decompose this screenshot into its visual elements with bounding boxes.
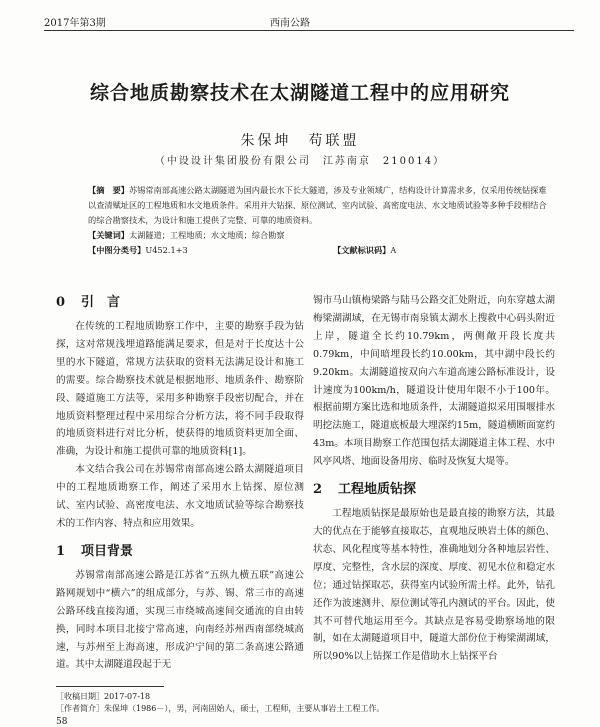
journal-name: 西南公路 (270, 18, 310, 29)
keywords-row (88, 228, 548, 243)
abstract-body: 苏锡常南部高速公路太湖隧道为国内最长水下长大隧道，涉及专业领域广，结构设计计算需求多，仅采用传统钻探难以查清赋址区的工程地质和水文地质条件。采用并大钻探、原位测试、室内试验、高密度电法、水文地质试验等多种手段相结合的综合勘察技术，为设计和施工提供了完整、可靠的地质资料。 (88, 185, 547, 225)
issue-label: 2017年第3期 (44, 18, 106, 29)
received-date: ［收稿日期］2017-07-18 (56, 692, 151, 701)
keywords-label: 【关键词】 (88, 230, 129, 240)
right-column (313, 292, 555, 666)
intro-paragraph-1: 在传统的工程地质勘察工作中，主要的勘察手段为钻探，这对常规浅埋道路能满足要求，但是对于长度达十公里的水下隧道，常规方法获取的资料无法满足设计和施工的需要。综合勘察技术就是根据地形、地质条件、勘察阶段、隧道施工方法等，采用多种勘察手段密切配合，并在地质资料整理过程中采用综合分析方法，将不同手段取得的地质资料进行对比分析，使获得的地质资料更加全面、准确，为设计和施工提供可靠的地质资料[1]。 (56, 321, 304, 458)
left-column (56, 292, 304, 674)
doc-code-value: A (390, 245, 397, 255)
paper-title: 综合地质勘察技术在太湖隧道工程中的应用研究 (89, 82, 510, 104)
background-paragraph: 苏锡常南部高速公路是江苏省“五纵九横五联”高速公路网规划中“横六”的组成部分，与苏、锡、常三市的高速公路环线直接沟通，实现三市绕城高速间交通流的自由转换，同时本项目北接宁常高速，向南经苏州西南部绕城高速，与苏州至上海高速，形成沪宁间的第二条高速公路通道。其中太湖隧道段起于无 (56, 569, 304, 671)
section-heading-background: 1 项目背景 (56, 543, 134, 559)
author-bio: ［作者简介］朱保坤（1986－），男，河南固始人，硕士，工程师，主要从事岩土工程工作。 (56, 704, 385, 713)
section-heading-intro: 0 引 言 (56, 295, 121, 310)
drilling-paragraph: 工程地质钻探是最原始也是最直接的勘察方法，其最大的优点在于能够直接取芯，直观地反映岩土体的颜色、状态、风化程度等基本特性，准确地划分各种地层岩性、厚度、完整性，含水层的深度、厚度、初见水位和稳定水位；通过钻探取芯，获得室内试验所需土样。此外，钻孔还作为波速测井、原位测试等孔内测试的平台。因此，使其不可替代地运用至今。其缺点是容易受勘察场地的限制，如在太湖隧道项目中，隧道大部份位于梅梁湖湖域，所以90%以上钻探工作是借助水上钻探平台 (313, 508, 555, 663)
footnotes (56, 686, 556, 715)
abstract-label: 【摘 要】 (88, 185, 129, 195)
page-number: 58 (56, 717, 68, 727)
clc-label: 【中图分类号】 (88, 245, 146, 255)
clc-value: U452.1+3 (145, 245, 188, 255)
running-header (0, 6, 600, 32)
background-paragraph-continued: 锡市马山镇梅梁路与陆马公路交汇处附近，向东穿越太湖梅梁湖湖域，在无锡市南泉镇太湖水上搜救中心码头附近上岸，隧道全长约10.79km，两侧敞开段长度共0.79km，中间暗埋段长约10.00km，其中湖中段长约9.20km。太湖隧道按双向六车道高速公路标准设计，设计速度为100km/h，隧道设计使用年限不小于100年。根据前期方案比选和地质条件，太湖隧道拟采用围堰排水明挖法施工，隧道底板最大埋深约15m，隧道横断面宽约43m。本项目勘察工作范围包括太湖隧道主体工程、水中风亭风塔、地面设备用房、临时及恢复大堤等。 (313, 295, 555, 468)
keywords-value: 太湖隧道；工程地质；水文地质；综合勘察 (128, 230, 285, 240)
intro-paragraph-2: 本文结合我公司在苏锡常南部高速公路太湖隧道项目中的工程地质勘察工作，阐述了采用水上钻探、原位测试、室内试验、高密度电法、水文地质试验等综合勘察技术的工作内容、特点和应用效果。 (56, 464, 304, 529)
affiliation: （中设设计集团股份有限公司 江苏南京 210014） (154, 156, 446, 167)
classification-row (88, 243, 548, 258)
footnote-rule (56, 686, 164, 687)
header-rule (44, 30, 574, 31)
section-heading-drilling: 2 工程地质钻探 (313, 482, 417, 498)
abstract-text (88, 183, 548, 228)
abstract-block (88, 183, 548, 258)
author-list: 朱保坤 苟联盟 (240, 133, 360, 149)
doc-code-label: 【文献标识码】 (333, 245, 391, 255)
